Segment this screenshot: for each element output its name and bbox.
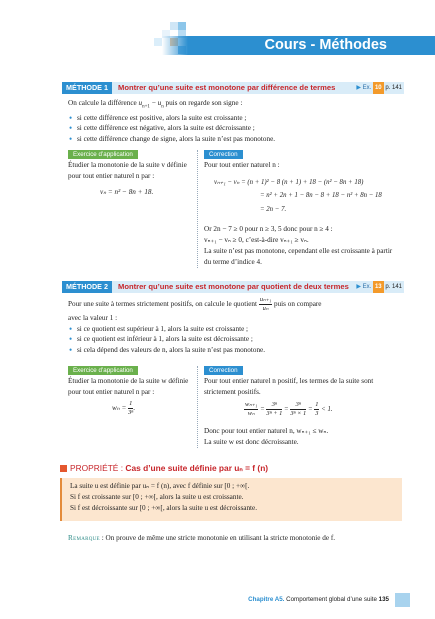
frac-num: 1 xyxy=(315,401,319,408)
method-2-intro-line xyxy=(68,296,398,313)
footer-decoration xyxy=(395,593,410,607)
method-1-header xyxy=(62,82,404,94)
column-divider xyxy=(197,150,198,268)
frac-num: wₙ₊₁ xyxy=(245,401,258,408)
conclusion-line: Or 2n − 7 ≥ 0 pour n ≥ 3, 5 donc pour n ≥ 4 : xyxy=(204,225,333,233)
correction-label: Correction xyxy=(204,366,243,375)
correction-intro: Pour tout entier naturel n positif, les termes de la suite sont strictement positifs. xyxy=(204,377,374,396)
list-item: • si ce quotient est supérieur à 1, alors la suite est croissante ; xyxy=(68,324,398,335)
exercise-label: Exercice d’application xyxy=(68,150,138,159)
ex-prefix: Ex. xyxy=(362,85,372,91)
frac-den: 3 xyxy=(315,410,319,417)
frac-den: wₙ xyxy=(247,410,255,417)
exercise-text: Étudier la monotonie de la suite w définie pour tout entier naturel n par : xyxy=(68,377,189,396)
property-heading xyxy=(60,462,268,474)
frac-den: 3ⁿ xyxy=(128,409,134,416)
method-2-title: Montrer qu’une suite est monotone par quotient de deux termes xyxy=(118,282,349,291)
method-1-intro xyxy=(68,98,398,144)
arrow-right-icon: ▶ xyxy=(356,284,361,290)
method-2-tag: MÉTHODE 2 xyxy=(62,281,112,293)
ex-prefix: Ex. xyxy=(362,284,372,290)
frac-den: uₙ xyxy=(262,305,269,312)
property-title: Cas d’une suite définie par uₙ = f (n) xyxy=(125,463,269,473)
conclusion-line: La suite w est donc décroissante. xyxy=(204,438,299,446)
method-2-bullets xyxy=(68,324,398,356)
remark xyxy=(68,533,398,544)
calc-fraction xyxy=(266,401,282,418)
conclusion-line: vₙ₊₁ − vₙ ≥ 0, c’est-à-dire vₙ₊₁ ≥ vₙ. xyxy=(204,236,309,244)
quotient-fraction xyxy=(259,296,272,313)
quotient-calc xyxy=(244,401,333,418)
method-1-tag: MÉTHODE 1 xyxy=(62,82,112,94)
frac-num: 3ⁿ xyxy=(290,401,306,410)
method-2-intro xyxy=(68,296,398,355)
calc-tail: < 1. xyxy=(321,406,333,414)
calc-fraction xyxy=(244,401,258,418)
list-item: • si ce quotient est inférieur à 1, alors la suite est décroissante ; xyxy=(68,334,398,345)
calc-line: vₙ₊₁ − vₙ = (n + 1)² − 8 (n + 1) + 18 − (n² − 8n + 18) xyxy=(214,179,364,186)
ex-page: p. 141 xyxy=(385,85,402,91)
frac-num: uₙ₊₁ xyxy=(259,296,272,303)
formula-end: . xyxy=(133,404,136,413)
method-2-exercise-link[interactable] xyxy=(356,281,402,293)
footer-chapter: Chapitre A5. xyxy=(248,596,285,603)
property-colon: : xyxy=(118,463,126,473)
header-fade xyxy=(162,36,188,55)
property-line: Si f est décroissante sur [0 ; +∞[, alors la suite u est décroissante. xyxy=(70,504,258,512)
calc-fraction xyxy=(314,401,319,418)
list-item: • si cela dépend des valeurs de n, alors la suite n’est pas monotone. xyxy=(68,345,398,356)
arrow-right-icon: ▶ xyxy=(356,85,361,91)
list-item: • si cette différence est négative, alors la suite est décroissante ; xyxy=(68,123,398,134)
intro-text-a: Pour une suite à termes strictement positifs, on calcule le quotient xyxy=(68,300,258,309)
frac-num: 1 xyxy=(129,400,133,407)
property-box xyxy=(60,478,402,521)
page-number: 135 xyxy=(378,596,389,603)
ex-page: p. 141 xyxy=(385,284,402,290)
method-2-header xyxy=(62,281,404,293)
method-1-title: Montrer qu’une suite est monotone par différence de termes xyxy=(118,83,336,92)
calc-line: = 2n − 7. xyxy=(260,206,287,213)
method-1-bullets xyxy=(68,113,398,145)
property-label: PROPRIÉTÉ xyxy=(70,463,119,473)
square-bullet-icon xyxy=(60,465,67,472)
exercise-label: Exercice d’application xyxy=(68,366,138,375)
equals-sign: = xyxy=(260,406,265,414)
correction-intro: Pour tout entier naturel n : xyxy=(204,161,280,169)
ex-number: 10 xyxy=(373,82,384,94)
correction-conclusion xyxy=(204,426,400,448)
calc-fraction xyxy=(290,401,306,418)
intro-text-c: avec la valeur 1 : xyxy=(68,314,118,322)
list-item: • si cette différence est positive, alors la suite est croissante ; xyxy=(68,113,398,124)
frac-den: 3ⁿ + 1 xyxy=(266,410,283,417)
conclusion-line: La suite n’est pas monotone, cependant elle est croissante à partir du terme d’indice 4. xyxy=(204,247,393,266)
frac-den: 3ⁿ × 1 xyxy=(290,410,307,417)
correction-conclusion xyxy=(204,224,400,268)
remark-text: : On prouve de même une stricte monotonie en utilisant la stricte monotonie de f. xyxy=(99,534,336,542)
conclusion-line: Donc pour tout entier naturel n, wₙ₊₁ ≤ wₙ. xyxy=(204,427,329,435)
intro-text-b: puis on regarde son signe : xyxy=(163,99,243,107)
ex-number: 13 xyxy=(373,281,384,293)
correction-label: Correction xyxy=(204,150,243,159)
footer-subtitle: Comportement global d’une suite xyxy=(286,596,377,603)
exercise-text: Étudier la monotonie de la suite v définie pour tout entier naturel n par : xyxy=(68,161,187,180)
remark-label: Remarque xyxy=(68,534,100,542)
column-divider xyxy=(197,366,198,448)
property-line: Si f est croissante sur [0 ; +∞[, alors la suite u est croissante. xyxy=(70,493,244,501)
list-item: • si cette différence change de signe, alors la suite n’est pas monotone. xyxy=(68,134,398,145)
intro-text-b: puis on compare xyxy=(273,300,322,309)
exercise-formula: vₙ = n² − 8n + 18. xyxy=(100,188,154,196)
exercise-formula xyxy=(112,400,135,417)
property-line: La suite u est définie par uₙ = f (n), avec f définie sur [0 ; +∞[. xyxy=(70,482,250,490)
frac-num: 3ⁿ xyxy=(266,401,282,410)
equals-sign: = xyxy=(284,406,289,414)
page-footer xyxy=(248,596,389,603)
method-1-intro-line: On calcule la différence $u_{n+1} - u_n$ puis on regarde son signe : xyxy=(68,99,243,110)
method-1-exercise-link[interactable] xyxy=(356,82,402,94)
formula-lhs: wₙ = xyxy=(112,404,127,413)
equals-sign: = xyxy=(307,406,313,414)
page-title: Cours - Méthodes xyxy=(264,37,387,53)
calc-line: = n² + 2n + 1 − 8n − 8 + 18 − n² + 8n − 18 xyxy=(260,192,382,199)
intro-text-a: On calcule la différence xyxy=(68,99,139,107)
